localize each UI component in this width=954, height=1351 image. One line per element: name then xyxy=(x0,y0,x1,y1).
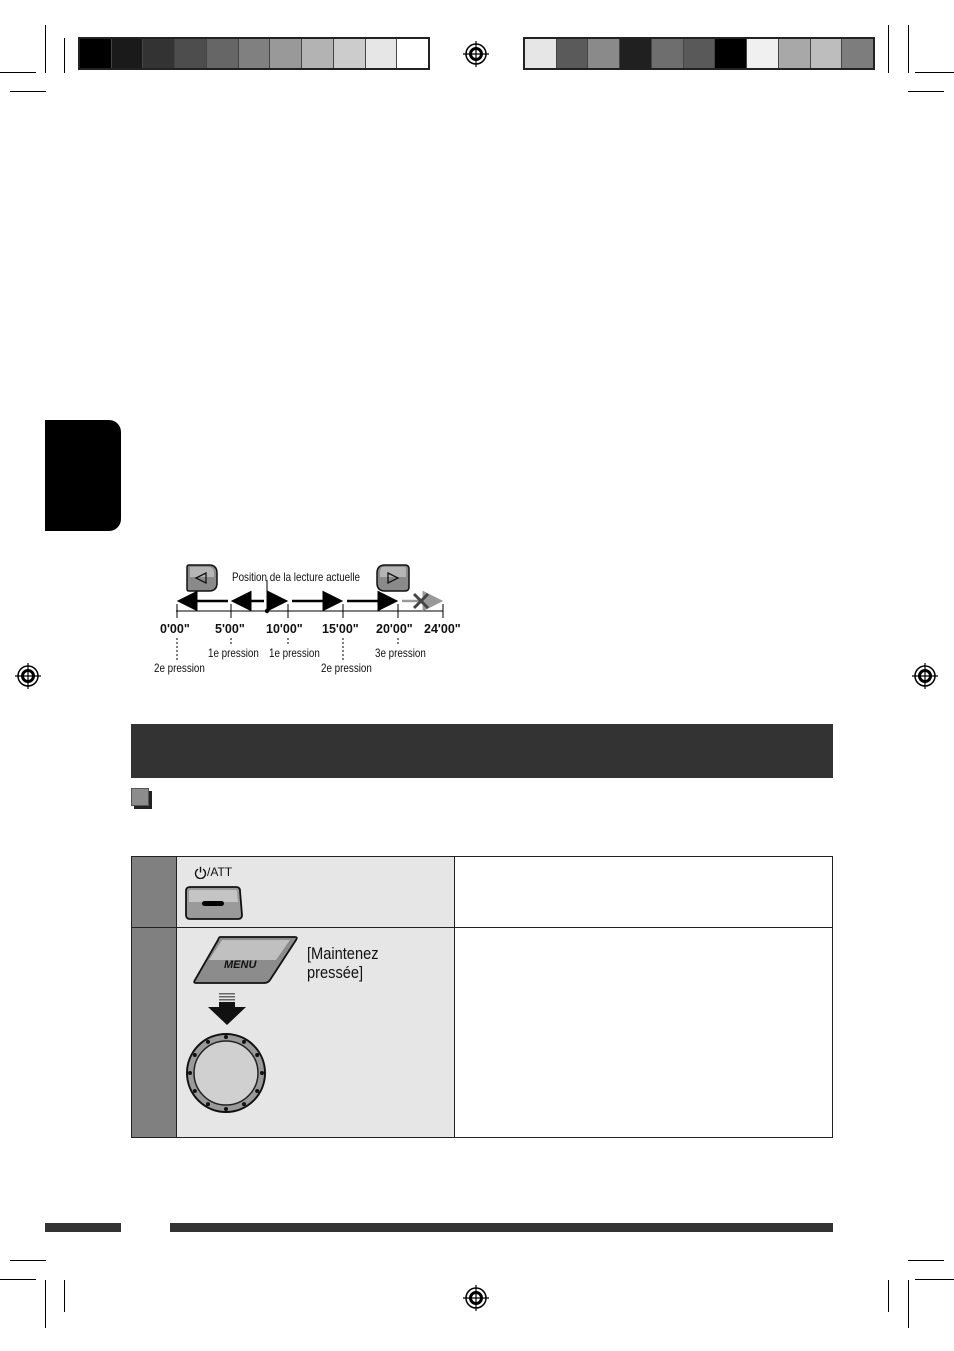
crop-mark xyxy=(0,72,36,73)
crop-mark xyxy=(915,1279,954,1280)
cross-mark-icon xyxy=(411,591,431,611)
time-label-5: 5'00" xyxy=(215,622,245,636)
color-swatch xyxy=(557,39,589,68)
crop-mark xyxy=(45,1280,46,1328)
hold-note xyxy=(307,944,379,982)
crop-mark xyxy=(888,25,889,73)
registration-target-icon xyxy=(463,1285,489,1311)
color-swatch xyxy=(811,39,843,68)
crop-mark xyxy=(64,1280,65,1312)
color-swatch xyxy=(779,39,811,68)
step-row xyxy=(132,928,832,1137)
step-row xyxy=(132,857,832,928)
dial-tick xyxy=(255,1053,259,1057)
section-bullet-square xyxy=(131,788,149,806)
registration-target-icon xyxy=(912,663,938,689)
color-swatch xyxy=(239,39,271,68)
time-label-0: 0'00" xyxy=(160,622,190,636)
color-swatch xyxy=(715,39,747,68)
press-label: 2e pression xyxy=(321,661,372,675)
color-swatch xyxy=(334,39,366,68)
section-header-band xyxy=(131,724,833,778)
menu-button-icon[interactable] xyxy=(192,934,300,986)
step-description-cell xyxy=(455,857,832,927)
color-calibration-bar-right xyxy=(523,37,875,70)
time-label-15: 15'00" xyxy=(322,622,359,636)
dial-tick xyxy=(224,1107,228,1111)
dial-tick xyxy=(206,1102,210,1106)
color-swatch xyxy=(588,39,620,68)
color-swatch xyxy=(366,39,398,68)
footer-bar-right xyxy=(170,1223,833,1232)
crop-mark xyxy=(908,1280,909,1328)
crop-mark xyxy=(915,72,954,73)
dial-tick xyxy=(242,1102,246,1106)
dial-tick xyxy=(260,1071,264,1075)
time-label-20: 20'00" xyxy=(376,622,413,636)
dial-tick xyxy=(255,1089,259,1093)
time-label-10: 10'00" xyxy=(266,622,303,636)
color-swatch xyxy=(175,39,207,68)
menu-button-label: MENU xyxy=(224,959,257,971)
crop-mark xyxy=(888,1280,889,1312)
press-label: 2e pression xyxy=(154,661,205,675)
color-swatch xyxy=(302,39,334,68)
press-label: 3e pression xyxy=(375,646,426,660)
crop-mark xyxy=(908,91,944,92)
step-icon-cell xyxy=(177,857,455,927)
att-label: /ATT xyxy=(207,865,233,879)
color-swatch xyxy=(684,39,716,68)
crop-mark xyxy=(45,25,46,73)
crop-mark xyxy=(10,1260,46,1261)
down-arrow-icon xyxy=(207,992,247,1026)
dial-tick xyxy=(224,1035,228,1039)
crop-mark xyxy=(10,91,46,92)
dial-tick xyxy=(188,1071,192,1075)
crop-mark xyxy=(908,1260,944,1261)
step-icon-cell xyxy=(177,928,455,1137)
color-swatch xyxy=(112,39,144,68)
crop-mark xyxy=(64,38,65,73)
color-calibration-bar-left xyxy=(78,37,430,70)
press-label: 1e pression xyxy=(208,646,259,660)
hold-note-line1: [Maintenez xyxy=(307,944,379,963)
color-swatch xyxy=(842,39,873,68)
dial-tick xyxy=(206,1040,210,1044)
color-swatch xyxy=(525,39,557,68)
color-swatch xyxy=(397,39,428,68)
crop-mark xyxy=(0,1279,36,1280)
color-swatch xyxy=(270,39,302,68)
playback-timeline-diagram xyxy=(150,560,480,690)
dial-tick xyxy=(242,1040,246,1044)
registration-target-icon xyxy=(463,41,489,67)
dial-tick xyxy=(193,1053,197,1057)
power-icon xyxy=(194,866,207,879)
press-label: 1e pression xyxy=(269,646,320,660)
side-tab xyxy=(45,420,121,531)
current-position-label: Position de la lecture actuelle xyxy=(232,570,360,584)
hold-note-line2: pressée] xyxy=(307,963,364,982)
footer-bar-left xyxy=(45,1223,121,1232)
color-swatch xyxy=(652,39,684,68)
crop-mark xyxy=(908,25,909,73)
step-number-cell xyxy=(132,857,177,927)
color-swatch xyxy=(620,39,652,68)
color-swatch xyxy=(747,39,779,68)
color-swatch xyxy=(207,39,239,68)
control-dial-icon[interactable] xyxy=(185,1032,267,1114)
color-swatch xyxy=(80,39,112,68)
step-table xyxy=(131,856,833,1138)
registration-target-icon xyxy=(15,663,41,689)
power-att-button-icon[interactable] xyxy=(184,885,244,921)
color-swatch xyxy=(143,39,175,68)
dial-tick xyxy=(193,1089,197,1093)
step-description-cell xyxy=(455,928,832,1137)
step-number-cell xyxy=(132,928,177,1137)
time-label-24: 24'00" xyxy=(424,622,461,636)
